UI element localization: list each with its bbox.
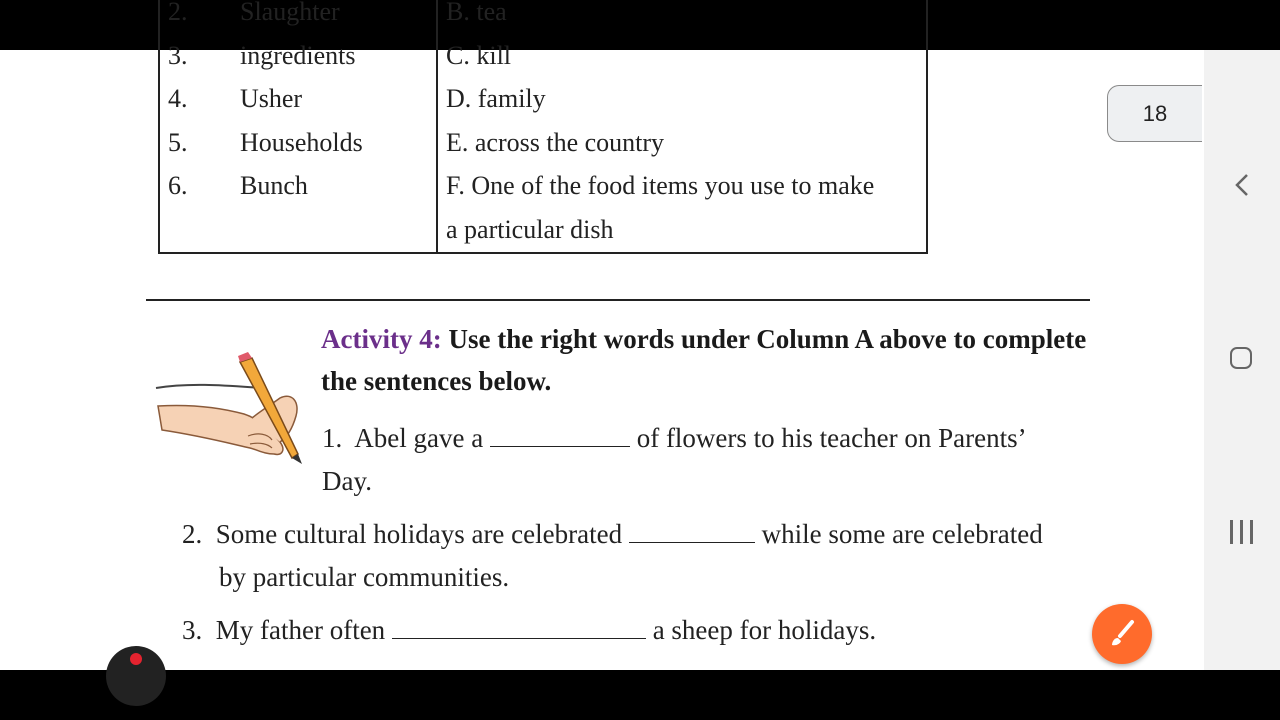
column-b-meaning: E. across the country [437, 121, 927, 165]
column-a-word: Usher [240, 84, 303, 114]
sentence-1: 1. Abel gave a of flowers to his teacher on Parents’ [322, 423, 1027, 453]
table-row [159, 0, 927, 34]
page-number-badge[interactable]: 18 [1107, 85, 1202, 142]
table-row [159, 164, 927, 208]
paintbrush-button[interactable] [1092, 604, 1152, 664]
section-divider [146, 299, 1090, 301]
column-b-meaning: B. tea [437, 0, 927, 34]
record-indicator-button[interactable] [106, 646, 166, 706]
recent-apps-icon[interactable] [1228, 520, 1256, 546]
paintbrush-icon [1092, 604, 1152, 664]
answer-blank [392, 616, 646, 639]
column-b-meaning: C. kill [437, 34, 927, 78]
row-number: 3. [168, 40, 188, 70]
row-number: 2. [168, 0, 188, 26]
sentence-2: 2. Some cultural holidays are celebrated while some are celebrated [182, 519, 1043, 549]
table-row [159, 77, 927, 121]
column-b-meaning: F. One of the food items you use to make [437, 164, 927, 208]
column-b-meaning: D. family [437, 77, 927, 121]
row-number: 6. [168, 171, 188, 201]
answer-blank [490, 424, 630, 447]
sentence-1-continued: Day. [322, 466, 372, 496]
home-icon[interactable] [1230, 347, 1252, 369]
column-a-word: Slaughter [240, 0, 340, 26]
column-a-word: Households [240, 127, 363, 157]
table-row [159, 208, 927, 253]
column-a-word: Bunch [240, 171, 308, 201]
table-row [159, 121, 927, 165]
column-b-meaning: a particular dish [437, 208, 927, 253]
row-number: 4. [168, 84, 188, 114]
column-a-word: ingredients [240, 40, 356, 70]
chevron-left-icon[interactable] [1228, 165, 1258, 205]
answer-blank [629, 520, 755, 543]
activity-instruction: Use the right words under Column A above to complete the sentences below. [321, 324, 1087, 396]
table-row [159, 34, 927, 78]
activity-label: Activity 4: [321, 324, 442, 354]
sentence-3: 3. My father often a sheep for holidays. [182, 615, 877, 645]
sentence-2-continued: by particular communities. [219, 562, 510, 592]
activity-heading [321, 318, 1091, 402]
hand-holding-pencil-icon [152, 358, 307, 463]
matching-table [158, 0, 928, 254]
row-number: 5. [168, 127, 188, 157]
